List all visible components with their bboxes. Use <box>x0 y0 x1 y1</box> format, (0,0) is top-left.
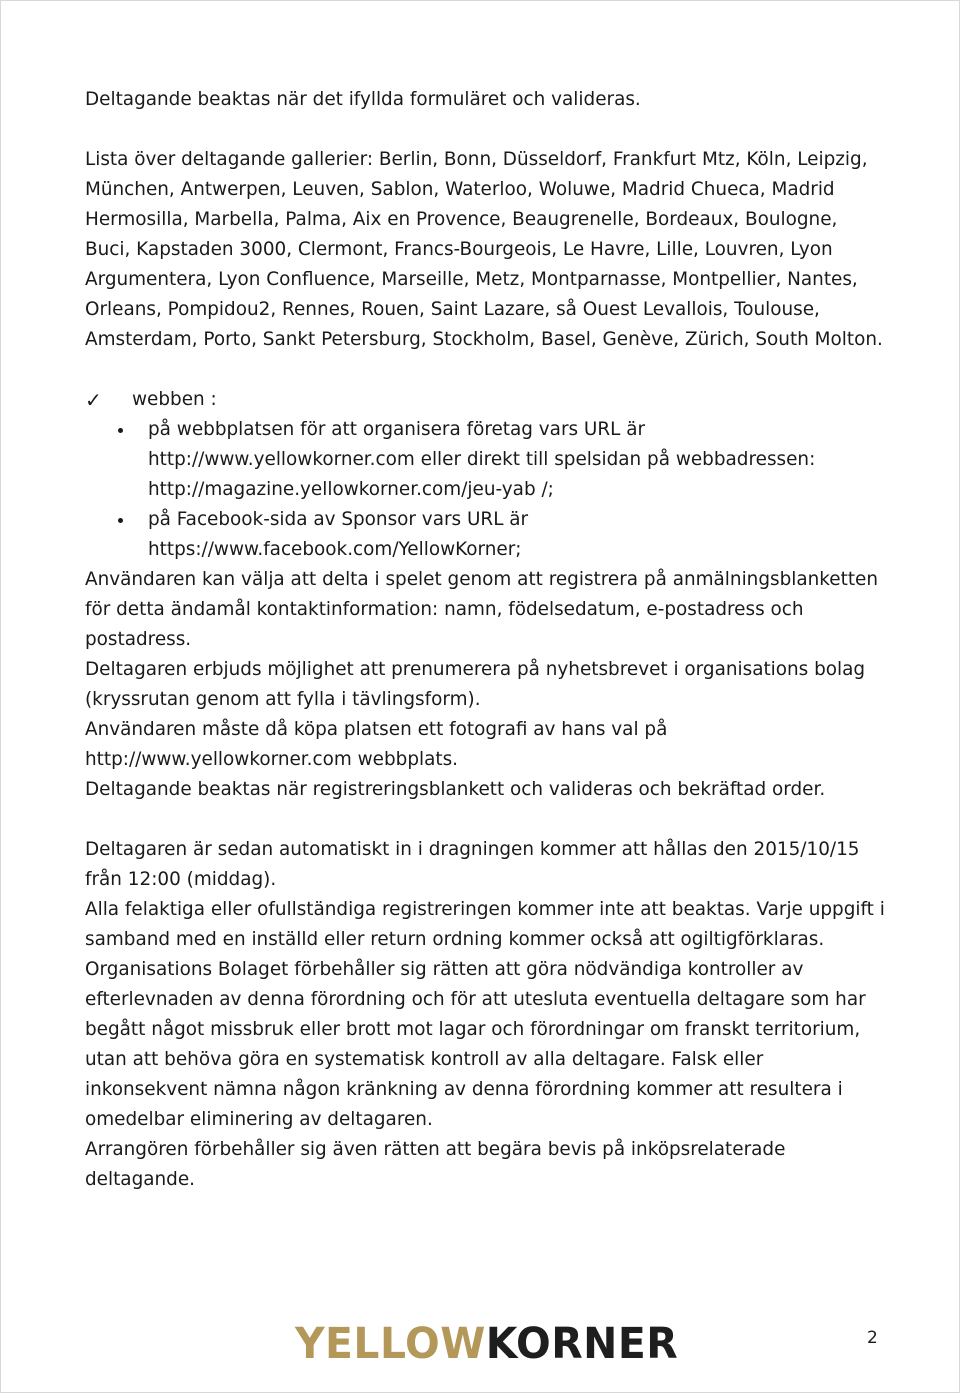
logo-part-korner: KORNER <box>485 1319 679 1369</box>
newsletter-paragraph: Deltagaren erbjuds möjlighet att prenumerera på nyhetsbrevet i organisations bolag (kryssrutan genom att fylla i tävlingsform). <box>85 659 866 710</box>
page-number: 2 <box>867 1328 878 1348</box>
bullet-icon <box>118 428 123 433</box>
invalid-registration-paragraph: Alla felaktiga eller ofullständiga registreringen kommer inte att beaktas. Varje uppgift i samband med en inställd eller return ordning kommer också att ogiltigförklaras. <box>85 899 885 950</box>
document-body <box>85 85 885 1195</box>
registration-paragraph: Användaren kan välja att delta i spelet genom att registrera på anmälningsblanketten för detta ändamål kontaktinformation: namn, födelsedatum, e-postadress och postadress. <box>85 569 878 650</box>
purchase-paragraph: Användaren måste då köpa platsen ett fotografi av hans val på http://www.yellowkorner.com webbplats. <box>85 719 668 770</box>
spacer <box>85 115 885 145</box>
compliance-paragraph: Organisations Bolaget förbehåller sig rätten att göra nödvändiga kontroller av efterlevnaden av denna förordning och för att utesluta eventuella deltagare som har begått något missbruk eller brott mot lagar och förordningar om franskt territorium, utan att behöva göra en systematisk kontroll av alla deltagare. Falsk eller inkonsekvent nämna någon kränkning av denna förordning kommer att resultera i omedelbar eliminering av deltagaren. <box>85 959 866 1130</box>
spacer <box>85 355 885 385</box>
spacer <box>85 805 885 835</box>
checklist-heading-text: webben : <box>132 389 217 410</box>
yellowkorner-logo <box>295 1321 678 1367</box>
list-item-text: på webbplatsen för att organisera företag vars URL är http://www.yellowkorner.com eller direkt till spelsidan på webbadressen: http://magazine.yellowkorner.com/jeu-yab /; <box>148 419 816 500</box>
check-icon: ✓ <box>85 388 102 412</box>
logo-part-yellow: YELLOW <box>295 1319 486 1369</box>
proof-paragraph: Arrangören förbehåller sig även rätten att begära bevis på inköpsrelaterade deltagande. <box>85 1139 786 1190</box>
list-item <box>85 415 885 505</box>
bullet-icon <box>118 518 123 523</box>
draw-date-paragraph: Deltagaren är sedan automatiskt in i dragningen kommer att hållas den 2015/10/15 från 12:00 (middag). <box>85 839 860 890</box>
checklist-heading <box>85 385 885 415</box>
bullet-list <box>85 415 885 565</box>
list-item-text: på Facebook-sida av Sponsor vars URL är https://www.facebook.com/YellowKorner; <box>148 509 529 560</box>
gallery-list-paragraph: Lista över deltagande gallerier: Berlin, Bonn, Düsseldorf, Frankfurt Mtz, Köln, Leipzig, München, Antwerpen, Leuven, Sablon, Waterloo, Woluwe, Madrid Chueca, Madrid Hermosilla, Marbella, Palma, Aix en Provence, Beaugrenelle, Bordeaux, Boulogne, Buci, Kapstaden 3000, Clermont, Francs-Bourgeois, Le Havre, Lille, Louvren, Lyon Argumentera, Lyon Confluence, Marseille, Metz, Montparnasse, Montpellier, Nantes, Orleans, Pompidou2, Rennes, Rouen, Saint Lazare, så Ouest Levallois, Toulouse, Amsterdam, Porto, Sankt Petersburg, Stockholm, Basel, Genève, Zürich, South Molton. <box>85 149 883 350</box>
confirmation-paragraph: Deltagande beaktas när registreringsblankett och valideras och bekräftad order. <box>85 779 826 800</box>
list-item <box>85 505 885 565</box>
intro-paragraph: Deltagande beaktas när det ifyllda formuläret och valideras. <box>85 89 641 110</box>
